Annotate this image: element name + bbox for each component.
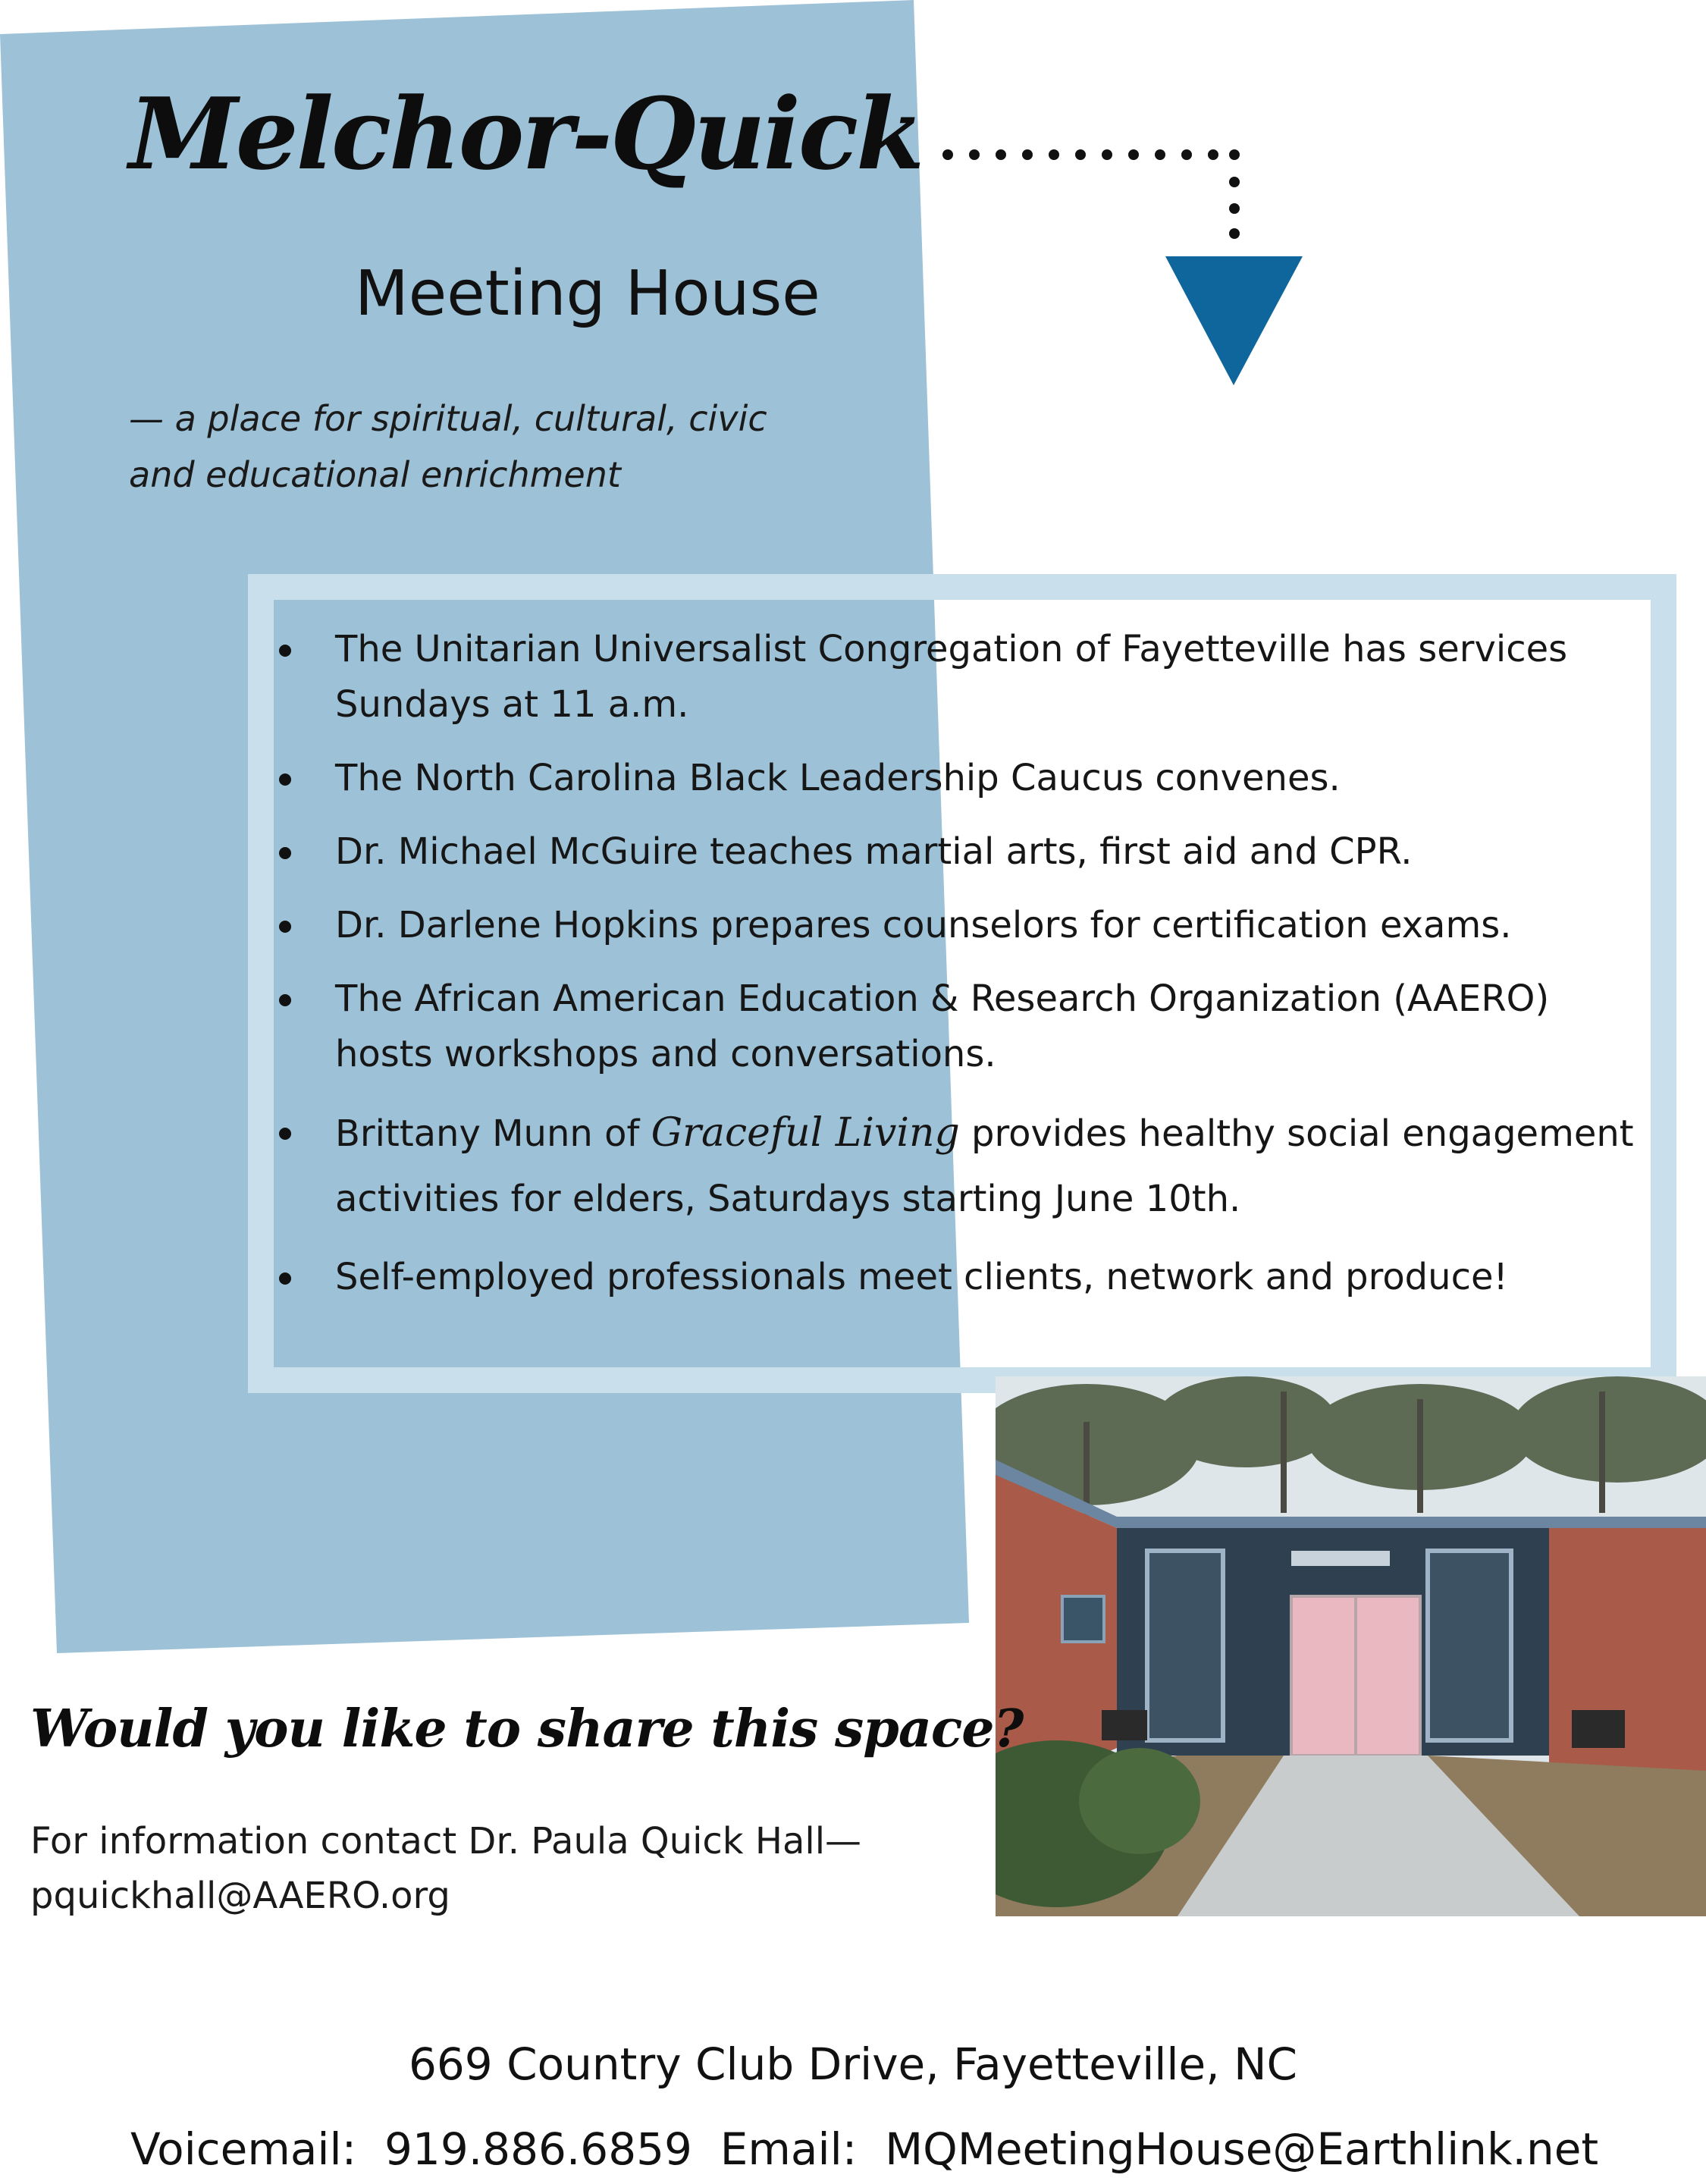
bullet-icon [279, 847, 291, 859]
building-photo [996, 1376, 1706, 1916]
list-item: Brittany Munn of Graceful Living provides healthy social engagement activities for elders, Saturdays starting June 10th. [274, 1100, 1662, 1232]
bullet-icon [279, 1272, 291, 1285]
contact-email: pquickhall@AAERO.org [30, 1875, 450, 1917]
list-item: Self-employed professionals meet clients, network and produce! [274, 1250, 1662, 1305]
bullet-icon [279, 994, 291, 1006]
tagline-line: and educational enrichment [129, 454, 621, 495]
share-question: Would you like to share this space? [30, 1699, 1024, 1759]
tagline [129, 391, 887, 503]
list-item: The African American Education & Research Organization (AAERO) hosts workshops and conversations. [274, 971, 1662, 1082]
contact-line: For information contact Dr. Paula Quick Hall— [30, 1820, 862, 1862]
page-subtitle: Meeting House [355, 258, 820, 330]
list-item: The Unitarian Universalist Congregation of Fayetteville has services Sundays at 11 a.m. [274, 622, 1662, 733]
tagline-line: — a place for spiritual, cultural, civic [129, 398, 767, 439]
address: 669 Country Club Drive, Fayetteville, NC [409, 2038, 1297, 2090]
bullet-icon [279, 1128, 291, 1140]
activities-list [274, 622, 1662, 1323]
bullet-icon [279, 921, 291, 933]
list-item: The North Carolina Black Leadership Caucus convenes. [274, 751, 1662, 806]
graceful-living-name: Graceful Living [651, 1110, 960, 1156]
contact-info [30, 1814, 861, 1923]
list-item: Dr. Michael McGuire teaches martial arts, first aid and CPR. [274, 824, 1662, 880]
list-item: Dr. Darlene Hopkins prepares counselors for certification exams. [274, 898, 1662, 953]
page-title: Melchor-Quick [129, 76, 923, 192]
phone-email-line: Voicemail: 919.886.6859 Email: MQMeetingHouse@Earthlink.net [130, 2123, 1599, 2175]
bullet-icon [279, 774, 291, 786]
bullet-icon [279, 645, 291, 657]
